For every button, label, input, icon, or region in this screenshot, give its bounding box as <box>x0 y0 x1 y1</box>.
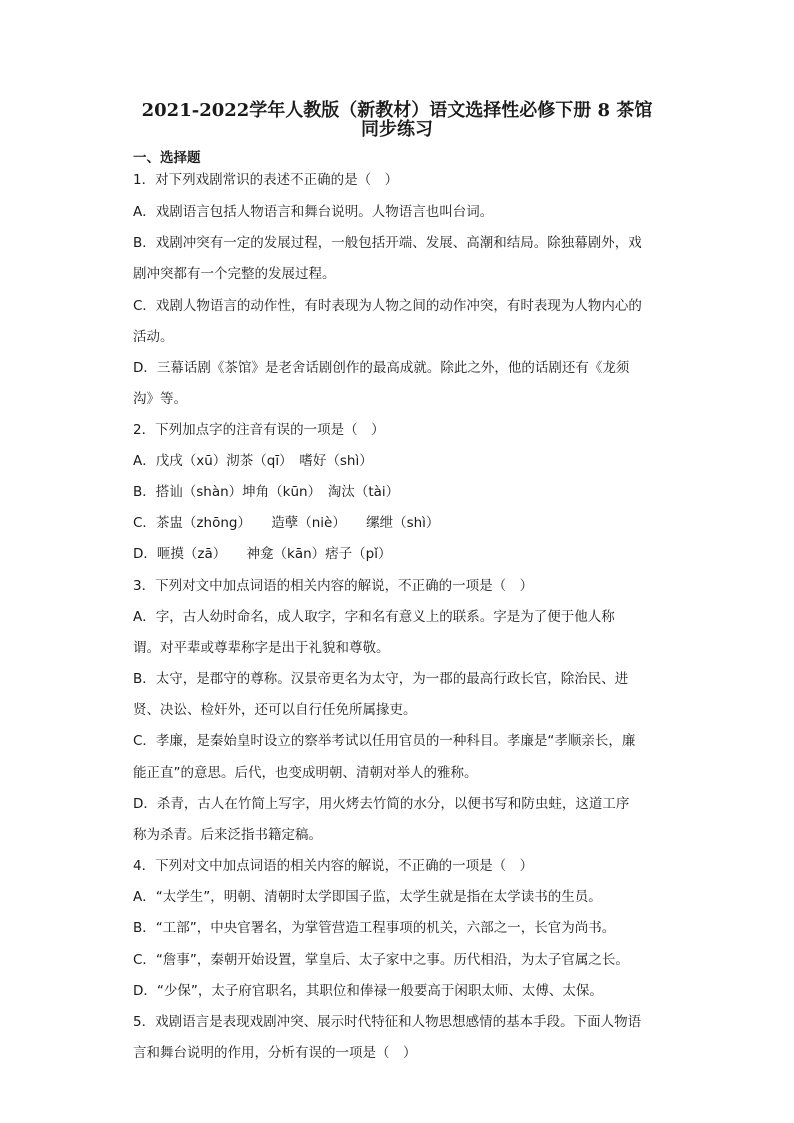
option-line: D．三幕话剧《茶馆》是老舍话剧创作的最高成就。除此之外，他的话剧还有《龙须 <box>133 360 630 376</box>
question-line: 5．戏剧语言是表现戏剧冲突、展示时代特征和人物思想感情的基本手段。下面人物语 <box>133 1014 642 1030</box>
option-line: C．孝廉，是秦始皇时设立的察举考试以任用官员的一种科目。孝廉是“孝顺亲长，廉 <box>133 733 636 749</box>
question-line: 3．下列对文中加点词语的相关内容的解说，不正确的一项是（ ） <box>133 578 534 594</box>
section-heading: 一、选择题 <box>133 150 201 166</box>
option-line: A．戊戌（xū）沏茶（qī） 嗜好（shì） <box>133 453 373 469</box>
document-title-line2: 同步练习 <box>361 119 433 140</box>
option-line: A．戏剧语言包括人物语言和舞台说明。人物语言也叫台词。 <box>133 204 494 220</box>
option-line: 沟》等。 <box>133 391 187 407</box>
option-line: A．“太学生”，明朝、清朝时太学即国子监，太学生就是指在太学读书的生员。 <box>133 889 602 905</box>
option-line: C．戏剧人物语言的动作性，有时表现为人物之间的动作冲突，有时表现为人物内心的 <box>133 298 642 314</box>
option-line: 谓。对平辈或尊辈称字是出于礼貌和尊敬。 <box>133 640 390 656</box>
option-line: B．戏剧冲突有一定的发展过程，一般包括开端、发展、高潮和结局。除独幕剧外，戏 <box>133 235 642 251</box>
option-line: C．“詹事”，秦朝开始设置，掌皇后、太子家中之事。历代相沿，为太子官属之长。 <box>133 952 629 968</box>
option-line: 称为杀青。后来泛指书籍定稿。 <box>133 827 322 843</box>
option-line: B．搭讪（shàn）坤角（kūn） 淘汰（tài） <box>133 484 400 500</box>
question-line: 4．下列对文中加点词语的相关内容的解说，不正确的一项是（ ） <box>133 858 534 874</box>
option-line: C．茶盅（zhōng） 造孽（niè） 缧绁（shì） <box>133 515 440 531</box>
option-line: D．“少保”，太子府官职名，其职位和俸禄一般要高于闲职太师、太傅、太保。 <box>133 983 603 999</box>
option-line: B．太守，是郡守的尊称。汉景帝更名为太守，为一郡的最高行政长官，除治民、进 <box>133 671 629 687</box>
option-line: D．杀青，古人在竹简上写字，用火烤去竹简的水分，以便书写和防虫蛀，这道工序 <box>133 796 630 812</box>
document-title-line1: 2021-2022学年人教版（新教材）语文选择性必修下册 8 茶馆 <box>141 100 653 121</box>
question-line: 1．对下列戏剧常识的表述不正确的是（ ） <box>133 172 399 188</box>
question-line: 言和舞台说明的作用，分析有误的一项是（ ） <box>133 1045 417 1061</box>
option-line: 活动。 <box>133 329 174 345</box>
option-line: 贤、决讼、检奸外，还可以自行任免所属掾吏。 <box>133 702 417 718</box>
option-line: 能正直”的意思。后代，也变成明朝、清朝对举人的雅称。 <box>133 765 478 781</box>
option-line: A．字，古人幼时命名，成人取字，字和名有意义上的联系。字是为了便于他人称 <box>133 609 615 625</box>
option-line: B．“工部”，中央官署名，为掌管营造工程事项的机关，六部之一，长官为尚书。 <box>133 920 616 936</box>
option-line: 剧冲突都有一个完整的发展过程。 <box>133 266 336 282</box>
option-line: D．咂摸（zā） 神龛（kān）痞子（pǐ） <box>133 546 392 562</box>
question-line: 2．下列加点字的注音有误的一项是（ ） <box>133 422 385 438</box>
